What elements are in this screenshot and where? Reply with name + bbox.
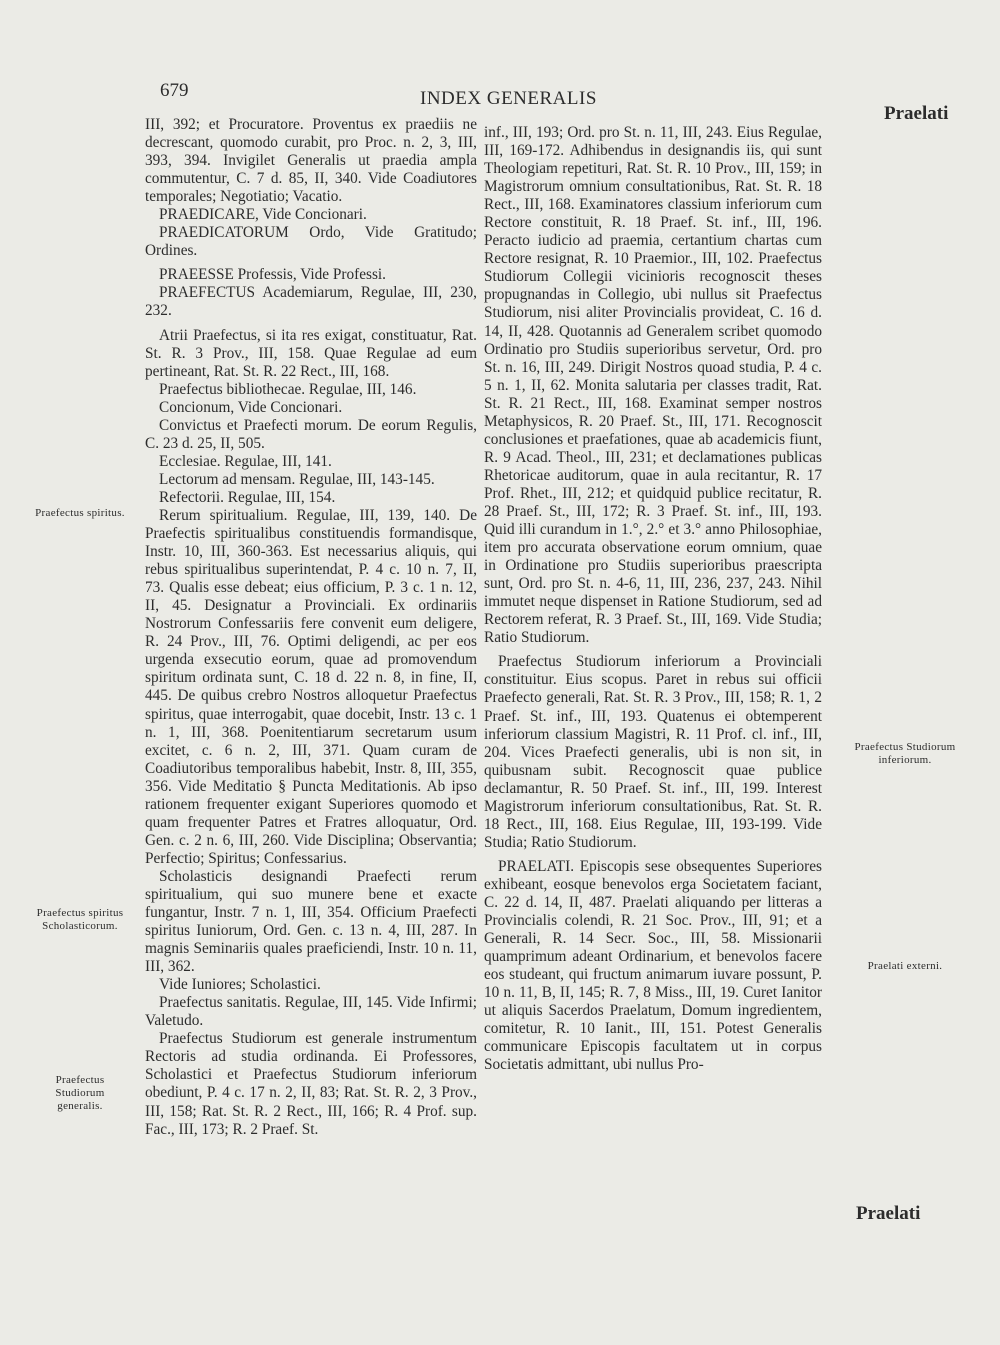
entry-text: inf., III, 193; Ord. pro St. n. 11, III, 243. Eius Regulae, III, 169-172. Adhibendus in designandis iis, qui sunt Theologiam repetituri, Rat. St. R. 10 Prov., III, 159; in Magistrorum omnium consultationibus, Rat. St. R. 18 Rect., III, 168. Examinatores classium inferiorum cum Rectore constituit, R. 18 Praef. St. inf., III, 196. Peracto iudicio ad praemia, certantium chartas cum Rectore resignat, R. 10 Praemior., III, 102. Praefectus Studiorum Collegii vicinioris recognoscit theses propugnandas in Collegio, ubi nullus sit Praefectus Studiorum, nisi aliter Provincialis provideat, C. 16 d. 14, II, 428. Quotannis ad Generalem scribet quomodo Ordinatio pro Studiis superioribus servetur, Ord. pro St. n. 16, III, 249. Dirigit Nostros quoad studia, P. 4 c. 5 n. 1, II, 62. Monita salutaria per classes tradit, Rat. St. R. 21 Rect., III, 168. Examinat semper nostros Metaphysicos, R. 20 Praef. St., III, 171. Recognoscit conclusiones et praefationes, quae ab academicis fiunt, R. 9 Acad. Theol., III, 231; et declamationes publicas Rhetoricae auditorum, quae in aula recitantur, R. 17 Prof. Rhet., III, 212; et quidquid publice recitatur, R. 28 Praef. St., III, 172; R. 3 Praef. St. inf., III, 193. Quid illi curandum in 1.°, 2.° et 3.° anno Philosophiae, item pro accurata observatione eorum omnium, quae in Ordinatione pro Studiis superioribus praescripta sunt, Ord. pro St. n. 4-6, 11, III, 236, 237, 243. Nihil immutet neque dispenset in Ratione Studiorum, sed ad Rectorem referat, R. 3 Praef. St., III, 169. Vide Studia; Ratio Studiorum. xyxy=(484,124,822,647)
entry-text: Convictus et Praefecti morum. De eorum Regulis, C. 23 d. 25, II, 505. xyxy=(145,416,477,452)
entry-text: Praefectus Studiorum inferiorum a Provinciali constituitur. Eius scopus. Paret in rebus sui officii Praefecto generali, Rat. St. R. 3 Prov., III, 158; R. 1, 2 Praef. St. inf., III, 193. Quatenus ei obtemperent inferiorum classium Magistri, R. 11 Prof. cl. inf., III, 204. Vices Praefecti generalis, ubi is non sit, in quibusnam subit. Recognoscit quae publice declamantur, R. 50 Praef. St. inf., III, 199. Interest Magistrorum inferiorum consultationibus, Rat. St. R. 18 Rect., III, 168. Eius Regulae, III, 193-199. Vide Studia; Ratio Studiorum. xyxy=(484,653,822,851)
entry-text: Scholasticis designandi Praefecti rerum spiritualium, qui suo munere bene et exacte fungantur, Instr. 7 n. 1, III, 354. Officium Praefecti spiritus Iuniorum, Ord. Gen. c. 13 n. 4, III, 287. In magnis Seminariis quales praeficiendi, Instr. 10 n. 11, III, 362. xyxy=(145,867,477,976)
entry-text: Rerum spiritualium. Regulae, III, 139, 140. De Praefectis spiritualibus constituendis formandisque, Instr. 10, III, 360-363. Est necessarius aliquis, qui rebus spiritualibus superintendat, P. 4 c. 10 n. 7, II, 73. Qualis esse debeat; eius officium, P. 3 c. 1 n. 12, II, 45. Designatur a Provinciali. Ex ordinariis Nostrorum Confessariis fere convenit eum deligere, R. 24 Prov., III, 76. Optimi deligendi, ac per eos urgenda exsecutio eorum, quae ad promovendum spiritum ordinata sunt, C. 18 d. 22 n. 8, in fine, II, 445. De quibus crebro Nostros alloquetur Praefectus spiritus, quae interrogabit, quae docebit, Instr. 13 c. 1 n. 1, III, 368. Poenitentiarum secretarum usum excitet, c. 6 n. 2, III, 371. Quam curam de Coadiutoribus temporalibus habebit, Instr. 8, III, 355, 356. Vide Meditatio § Puncta Meditationis. Ab ipso rationem frequenter exigant Superiores quomodo et quam frequenter Patres et Fratres alloquatur, Ord. Gen. c. 2 n. 6, III, 260. Vide Disciplina; Observantia; Perfectio; Spiritus; Confessarius. xyxy=(145,506,477,867)
entry-praelati: PRAELATI. Episcopis sese obsequentes Superiores exhibeant, eosque benevolos erga Societatem faciant, C. 22 d. 14, II, 487. Praelati aliquando per litteras a Provincialis colendi, R. 21 Soc. Prov., III, 91; et a Generali, R. 14 Secr. Soc., III, 58. Missionarii quamprimum adeant Ordinarium, et benevolos facere eos studeant, qui fructum animarum iuvare possunt, P. 10 n. 11, B, II, 145; R. 7, 8 Miss., III, 19. Curet Ianitor ut aliquis Sacerdos Praelatum, Domum ingredientem, comitetur, R. 10 Ianit., III, 151. Potest Generalis communicare Episcopis facultatem ut in corpus Societatis admittant, ubi nullus Pro- xyxy=(484,857,822,1074)
entry-text: Ecclesiae. Regulae, III, 141. xyxy=(159,452,332,470)
entry-praefectus: PRAEFECTUS Academiarum, Regulae, III, 230, 232. xyxy=(145,284,477,320)
entry-text: Atrii Praefectus, si ita res exigat, constituatur, Rat. St. R. 3 Prov., III, 158. Quae Regulae ad eum pertineant, Rat. St. R. 22 Rect., III, 168. xyxy=(145,326,477,380)
corner-keyword-top: Praelati xyxy=(884,103,949,124)
entry-praedicatorum: PRAEDICATORUM Ordo, Vide Gratitudo; Ordines. xyxy=(145,224,477,260)
running-head: INDEX GENERALIS xyxy=(420,88,597,109)
corner-keyword-bottom: Praelati xyxy=(856,1203,921,1224)
entry-praeesse: PRAEESSE Professis, Vide Professi. xyxy=(159,266,386,284)
entry-text: III, 392; et Procuratore. Proventus ex praediis ne decrescant, quomodo curabit, pro Proc. n. 2, 3, III, 393, 394. Invigilet Generalis ut praedia ampla commutentur, C. 7 d. 85, II, 340. Vide Coadiutores temporales; Negotiatio; Vacatio. xyxy=(145,116,477,206)
page-number: 679 xyxy=(160,80,189,101)
margin-note-praefectus-studiorum-generalis: Praefectus Studiorum generalis. xyxy=(55,1074,105,1112)
entry-praedicare: PRAEDICARE, Vide Concionari. xyxy=(159,206,367,224)
entry-text: Praefectus Studiorum est generale instrumentum Rectoris ad studia ordinanda. Ei Professores, Scholastici et Praefectus Studiorum inferiorum obediunt, P. 4 c. 17 n. 2, II, 83; Rat. St. R. 2, 3 Prov., III, 158; Rat. St. R. 2 Rect., III, 166; R. 4 Prof. sup. Fac., III, 173; R. 2 Praef. St. xyxy=(145,1030,477,1138)
entry-text: Refectorii. Regulae, III, 154. xyxy=(159,488,336,506)
margin-note-praefectus-spiritus: Praefectus spiritus. xyxy=(35,507,125,519)
entry-text: Praefectus bibliothecae. Regulae, III, 146. xyxy=(159,380,417,398)
entry-text: Lectorum ad mensam. Regulae, III, 143-145. xyxy=(159,470,435,488)
margin-note-praelati-externi: Praelati externi. xyxy=(867,960,943,972)
entry-text: Concionum, Vide Concionari. xyxy=(159,398,343,416)
right-column xyxy=(484,124,822,1074)
margin-note-praefectus-studiorum-inferiorum: Praefectus Studiorum inferiorum. xyxy=(854,741,956,766)
entry-text: Praefectus sanitatis. Regulae, III, 145. Vide Infirmi; Valetudo. xyxy=(145,994,477,1030)
margin-note-praefectus-spiritus-scholasticorum: Praefectus spiritus Scholasticorum. xyxy=(36,907,124,932)
left-column xyxy=(145,116,477,1139)
entry-text: Vide Iuniores; Scholastici. xyxy=(159,976,321,994)
